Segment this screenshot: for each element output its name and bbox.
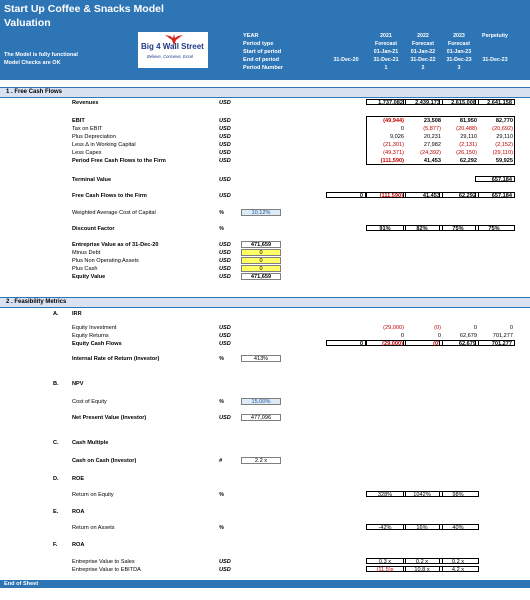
roa-letter: E. (53, 509, 59, 515)
logo (138, 32, 208, 68)
ev-row-value[interactable]: 0 (241, 249, 281, 256)
roe-2023[interactable]: 98% (439, 491, 479, 497)
fcf-row-cell[interactable]: 41,453 (423, 158, 441, 164)
model-status-note: The Model is fully functional (4, 52, 78, 58)
ev-row-label: Entreprise Value as of 31-Dec-20 (72, 242, 159, 248)
terminal-value-label: Terminal Value (72, 177, 112, 183)
multiple-row-label: Entreprise Value to Sales (72, 559, 135, 565)
fcff-cell[interactable]: 62,292 (439, 192, 479, 198)
end-of-sheet-bar: End of Sheet (0, 580, 530, 588)
return-on-equity-unit: % (219, 492, 224, 498)
logo-tagline: Believe, Conceive, Excel (147, 54, 194, 59)
fcf-row-label: Less ∆ in Working Capital (72, 142, 136, 148)
col-2-num: 2 (421, 65, 425, 71)
multiple-row-cell[interactable]: 0.3 x (366, 558, 406, 564)
row-label-period-type: Period type (243, 41, 274, 47)
col-1-num: 1 (384, 65, 388, 71)
multiple-row-cell[interactable]: 0.2 x (439, 558, 479, 564)
section-free-cash-flows: 1 . Free Cash Flows (0, 87, 530, 98)
fcf-row-cell[interactable]: 9,026 (390, 134, 404, 140)
fcf-row-label: Plus Depreciation (72, 134, 116, 140)
col-2-type: Forecast (411, 41, 435, 47)
fcf-row-label: Less Capex (72, 150, 102, 156)
irr-row-cell[interactable]: 0 (400, 333, 404, 339)
model-title: Start Up Coffee & Snacks Model (4, 3, 164, 15)
irr-row-cell[interactable]: 0 (326, 340, 366, 346)
section-feasibility-metrics: 2 . Feasibility Metrics (0, 297, 530, 308)
col-1-year: 2021 (380, 33, 392, 39)
ev-row-value[interactable]: 471,659 (241, 241, 281, 248)
irr-row-label: Equity Returns (72, 333, 109, 339)
revenues-2021[interactable]: 1,737,082 (366, 99, 406, 105)
revenues-2023[interactable]: 2,615,008 (439, 99, 479, 105)
irr-row-cell[interactable]: (0) (434, 325, 441, 331)
col-2-year: 2022 (417, 33, 429, 39)
npv-result-value[interactable]: 477,096 (241, 414, 281, 421)
fcf-row-label: EBIT (72, 118, 85, 124)
wacc-label: Weighted Average Cost of Capital (72, 210, 156, 216)
col-2-start: 01-Jan-22 (410, 49, 436, 55)
discount-2022[interactable]: 82% (403, 225, 443, 231)
cost-of-equity-input[interactable]: 15.00% (241, 398, 281, 405)
multiple-row-unit: USD (219, 559, 231, 565)
irr-row-cell[interactable]: 0 (509, 325, 513, 331)
sheet-title: Valuation (4, 17, 51, 29)
cash-multiple-title: Cash Multiple (72, 440, 109, 446)
fcf-row-cell[interactable]: 59,925 (495, 158, 513, 164)
col-1-start: 01-Jan-21 (373, 49, 399, 55)
fcff-label: Free Cash Flows to the Firm (72, 193, 147, 199)
irr-row-unit: USD (219, 325, 231, 331)
fcf-row-unit: USD (219, 126, 231, 132)
fcf-row-cell[interactable]: (5,877) (423, 126, 441, 132)
npv-result-unit: USD (219, 415, 231, 421)
fcf-row-label: Tax on EBIT (72, 126, 103, 132)
irr-row-cell[interactable]: 62,679 (439, 340, 479, 346)
fcff-cell[interactable]: (111,590) (366, 192, 406, 198)
col-4-end: 31-Dec-23 (482, 57, 508, 63)
col-1-end: 31-Dec-21 (373, 57, 399, 63)
fcf-row-cell[interactable]: 27,982 (423, 142, 441, 148)
fcf-row-cell[interactable]: (2,131) (459, 142, 477, 148)
col-0-end: 31-Dec-20 (333, 57, 359, 63)
col-3-end: 31-Dec-23 (446, 57, 472, 63)
terminal-value-cell[interactable]: 657,184 (475, 176, 515, 182)
fcf-row-unit: USD (219, 134, 231, 140)
col-3-year: 2023 (453, 33, 465, 39)
npv-result-label: Net Present Value (Investor) (72, 415, 147, 421)
cost-of-equity-unit: % (219, 399, 224, 405)
logo-brand: Big 4 Wall Street (141, 42, 204, 51)
return-on-assets-unit: % (219, 525, 224, 531)
row-label-end: End of period (243, 57, 280, 63)
discount-factor-unit: % (219, 226, 224, 232)
fcff-cell[interactable]: 657,184 (475, 192, 515, 198)
npv-letter: B. (53, 381, 59, 387)
fcf-row-cell[interactable]: (20,692) (492, 126, 513, 132)
multiple-row-unit: USD (219, 567, 231, 573)
fcf-row-cell[interactable]: 0 (400, 126, 404, 132)
return-on-equity-label: Return on Equity (72, 492, 114, 498)
roa-2022[interactable]: 16% (403, 524, 443, 530)
ev-row-unit: USD (219, 242, 231, 248)
fcf-row-cell[interactable]: (29,110) (492, 150, 513, 156)
return-on-assets-label: Return on Assets (72, 525, 115, 531)
ev-row-unit: USD (219, 258, 231, 264)
fcf-row-cell[interactable]: 29,110 (496, 134, 513, 140)
roa2-title: ROA (72, 542, 85, 548)
fcf-row-label: Period Free Cash Flows to the Firm (72, 158, 166, 164)
roe-letter: D. (53, 476, 59, 482)
multiple-row-cell[interactable]: 10.8 x (403, 566, 443, 572)
revenues-perpetuity[interactable]: 2,641,158 (475, 99, 515, 105)
irr-row-cell[interactable]: 701,277 (492, 333, 513, 339)
roe-2021[interactable]: 328% (366, 491, 406, 497)
ev-row-label: Equity Value (72, 274, 106, 280)
irr-row-cell[interactable]: 701,277 (475, 340, 515, 346)
fcff-cell[interactable]: 41,453 (403, 192, 443, 198)
revenues-label: Revenues (72, 100, 99, 106)
ev-row-value[interactable]: 0 (241, 265, 281, 272)
irr-row-cell[interactable]: (29,000) (383, 325, 404, 331)
roa-2023[interactable]: 40% (439, 524, 479, 530)
ev-row-value[interactable]: 471,659 (241, 273, 281, 280)
wacc-unit: % (219, 210, 224, 216)
wacc-input[interactable]: 10.12% (241, 209, 281, 216)
fcf-row-cell[interactable]: (24,392) (420, 150, 441, 156)
irr-result-value[interactable]: 413% (241, 355, 281, 362)
fcf-row-cell[interactable]: 62,292 (459, 158, 477, 164)
irr-row-cell[interactable]: 0 (437, 333, 441, 339)
fcf-row-cell[interactable]: (49,944) (383, 118, 404, 124)
fcf-row-cell[interactable]: 81,950 (459, 118, 477, 124)
roa2-letter: F. (53, 542, 58, 548)
fcf-row-cell[interactable]: 82,770 (495, 118, 513, 124)
col-3-start: 01-Jan-23 (446, 49, 472, 55)
cash-on-cash-unit: # (219, 458, 223, 464)
row-label-year: YEAR (243, 33, 259, 39)
roe-2022[interactable]: 1042% (403, 491, 443, 497)
discount-factor-label: Discount Factor (72, 226, 115, 232)
fcf-row-cell[interactable]: (26,150) (456, 150, 477, 156)
ev-row-label: Plus Non Operating Assets (72, 258, 139, 264)
irr-title: IRR (72, 311, 82, 317)
fcf-row-unit: USD (219, 150, 231, 156)
roa-title: ROA (72, 509, 85, 515)
fcf-row-cell[interactable]: (49,371) (383, 150, 404, 156)
col-3-type: Forecast (447, 41, 471, 47)
fcf-row-cell[interactable]: (111,590) (380, 158, 404, 164)
revenues-2022[interactable]: 2,439,173 (403, 99, 443, 105)
header-band (0, 0, 530, 80)
irr-row-cell[interactable]: (29,000) (366, 340, 406, 346)
irr-row-label: Equity Investment (72, 325, 117, 331)
col-3-num: 3 (457, 65, 461, 71)
cost-of-equity-label: Cost of Equity (72, 399, 107, 405)
model-check-note: Model Checks are OK (4, 60, 61, 66)
ev-row-label: Minus Debt (72, 250, 101, 256)
fcf-row-unit: USD (219, 118, 231, 124)
cash-multiple-letter: C. (53, 440, 59, 446)
roa-2021[interactable]: -42% (366, 524, 406, 530)
discount-perpetuity[interactable]: 75% (475, 225, 515, 231)
fcf-row-cell[interactable]: 29,110 (460, 134, 477, 140)
multiple-row-cell[interactable]: (11.5)x (366, 566, 406, 572)
ev-row-value[interactable]: 0 (241, 257, 281, 264)
ev-row-label: Plus Cash (72, 266, 98, 272)
cash-on-cash-label: Cash on Cash (Investor) (72, 458, 137, 464)
fcf-row-cell[interactable]: (2,152) (495, 142, 513, 148)
cash-on-cash-value[interactable]: 2.2 x (241, 457, 281, 464)
irr-row-cell[interactable]: (0) (403, 340, 443, 346)
fcf-row-cell[interactable]: 20,231 (423, 134, 441, 140)
irr-row-cell[interactable]: 62,679 (459, 333, 477, 339)
row-label-period-number: Period Number (243, 65, 284, 71)
ebit-table-border (366, 116, 515, 165)
col-2-end: 31-Dec-22 (410, 57, 436, 63)
roe-title: ROE (72, 476, 85, 482)
discount-2021[interactable]: 91% (366, 225, 406, 231)
irr-letter: A. (53, 311, 59, 317)
fcf-row-cell[interactable]: (21,301) (383, 142, 404, 148)
fcf-row-cell[interactable]: (20,488) (456, 126, 477, 132)
irr-result-unit: % (219, 356, 224, 362)
col-4-year: Perpetuity (482, 33, 508, 39)
discount-2023[interactable]: 75% (439, 225, 479, 231)
irr-row-cell[interactable]: 0 (473, 325, 477, 331)
irr-result-label: Internal Rate of Return (Investor) (72, 356, 160, 362)
fcf-row-unit: USD (219, 158, 231, 164)
fcf-row-cell[interactable]: 23,508 (423, 118, 441, 124)
irr-row-unit: USD (219, 341, 231, 347)
multiple-row-cell[interactable]: 0.2 x (403, 558, 443, 564)
fcf-row-unit: USD (219, 142, 231, 148)
ev-row-unit: USD (219, 250, 231, 256)
ev-row-unit: USD (219, 266, 231, 272)
terminal-value-unit: USD (219, 177, 231, 183)
ev-row-unit: USD (219, 274, 231, 280)
revenues-unit: USD (219, 100, 231, 106)
npv-title: NPV (72, 381, 84, 387)
fcff-cell[interactable]: 0 (326, 192, 366, 198)
multiple-row-cell[interactable]: 4.2 x (439, 566, 479, 572)
irr-row-label: Equity Cash Flows (72, 341, 122, 347)
multiple-row-label: Entreprise Value to EBITDA (72, 567, 141, 573)
fcff-unit: USD (219, 193, 231, 199)
row-label-start: Start of period (243, 49, 282, 55)
col-1-type: Forecast (374, 41, 398, 47)
irr-row-unit: USD (219, 333, 231, 339)
